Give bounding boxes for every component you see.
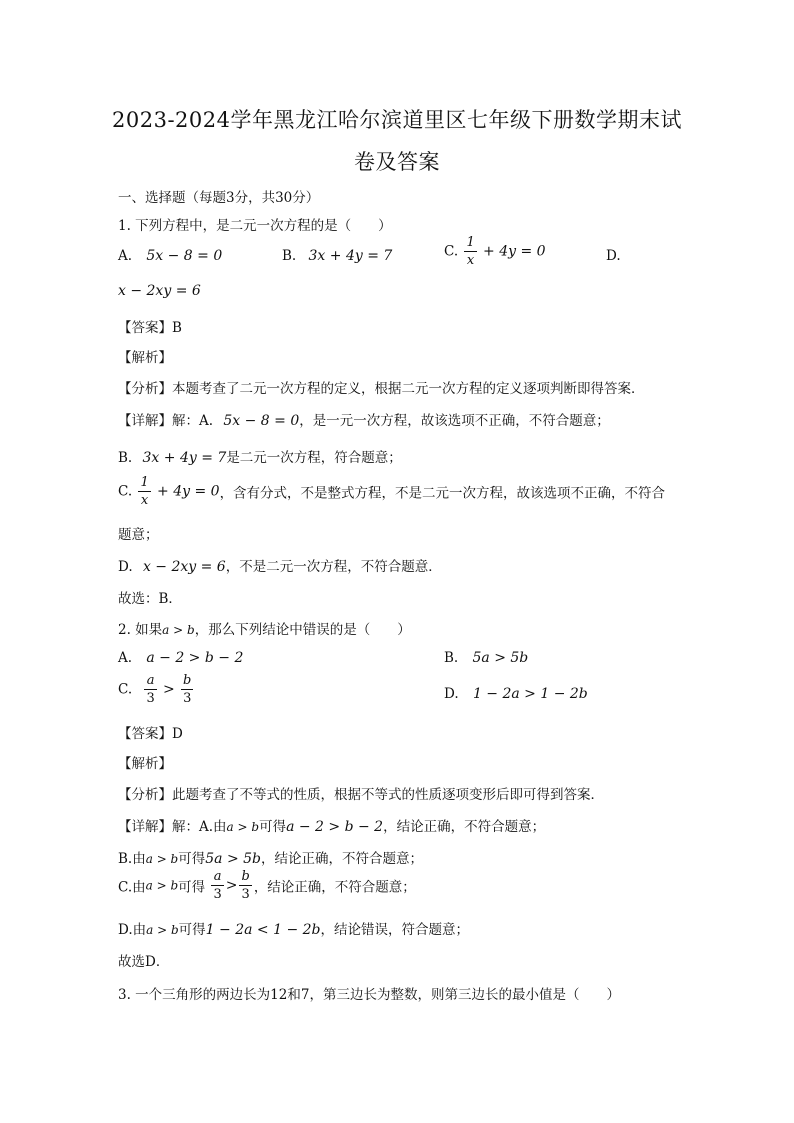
- q2-detail-a-cond: a > b: [226, 820, 260, 834]
- q2-option-c-denominator-b: 3: [183, 691, 192, 706]
- q2-stem-post: ，那么下列结论中错误的是（ ）: [194, 622, 411, 638]
- q1-detail-c-denominator: x: [140, 493, 149, 508]
- q2-detail-c-post: ，结论正确，不符合题意；: [253, 879, 416, 896]
- q1-option-d-label: D.: [606, 248, 621, 264]
- q2-detail-d-pre: D.由: [118, 922, 147, 938]
- q2-fenxi: 【分析】此题考查了不等式的性质，根据不等式的性质逐项变形后即可得到答案．: [118, 787, 604, 803]
- q1-option-c-rest: + 4y = 0: [483, 243, 546, 260]
- q2-option-c-numerator-b: b: [183, 673, 192, 688]
- q1-detail-d-pre: D.: [118, 559, 133, 575]
- q1-jiexi: 【解析】: [118, 350, 172, 366]
- q2-option-a-expr: a − 2 > b − 2: [146, 650, 244, 666]
- q1-fenxi: 【分析】本题考查了二元一次方程的定义，根据二元一次方程的定义逐项判断即得答案．: [118, 381, 645, 397]
- q2-detail-b-post: ，结论正确，不符合题意；: [261, 851, 424, 867]
- q2-option-c: [118, 674, 195, 705]
- q2-detail-b-cond: a > b: [145, 852, 179, 866]
- q2-detail-d: [118, 918, 469, 938]
- q1-option-a-label: A.: [118, 248, 133, 264]
- q2-option-c-fraction-b: [181, 674, 193, 705]
- q1-detail-c-wrap: 题意；: [118, 527, 159, 543]
- q2-detail-b: [118, 847, 423, 867]
- q2-detail-d-cond: a > b: [146, 923, 179, 937]
- q1-option-c-denominator: x: [466, 253, 475, 268]
- q2-option-c-numerator-a: a: [144, 674, 156, 690]
- q2-detail-c-numerator-b: b: [241, 869, 250, 884]
- q1-option-b-label: B.: [282, 248, 297, 264]
- q2-option-c-label: C.: [118, 681, 133, 698]
- q2-jiexi: 【解析】: [118, 756, 172, 772]
- q1-detail-a-pre: 【详解】解：A.: [118, 413, 214, 429]
- q2-detail-a-post: ，结论正确，不符合题意；: [383, 819, 546, 835]
- q2-detail-d-mid: 可得: [178, 922, 206, 938]
- q1-detail-c-rest: + 4y = 0: [157, 483, 220, 500]
- q2-detail-c-denominator-b: 3: [241, 887, 250, 902]
- q1-detail-a-post: ，是一元一次方程，故该选项不正确，不符合题意；: [299, 413, 610, 429]
- q2-detail-c-gt: >: [225, 877, 238, 894]
- q1-detail-b-expr: 3x + 4y = 7: [142, 450, 227, 466]
- q2-option-a-label: A.: [118, 650, 133, 666]
- q1-detail-c: [118, 476, 665, 507]
- q2-option-a: [118, 650, 243, 666]
- q1-answer: 【答案】B: [118, 320, 182, 336]
- q1-option-c-fraction: [464, 236, 476, 267]
- q1-detail-b-pre: B.: [118, 450, 133, 466]
- document-title-line1: 2023-2024学年黑龙江哈尔滨道里区七年级下册数学期末试: [112, 108, 682, 132]
- q2-detail-b-mid: 可得: [178, 851, 206, 867]
- q2-stem: [118, 618, 411, 638]
- q2-detail-c-fraction-a: [211, 870, 223, 901]
- q2-detail-c-pre: C.由: [118, 879, 146, 896]
- q2-detail-c-cond: a > b: [145, 878, 179, 893]
- section-heading: 一、选择题（每题3分，共30分）: [118, 190, 320, 206]
- q1-detail-c-fraction: [138, 476, 150, 507]
- q2-choose: 故选D．: [118, 954, 170, 970]
- q2-detail-b-pre: B.由: [118, 851, 146, 867]
- q1-stem: 1. 下列方程中，是二元一次方程的是（ ）: [118, 218, 392, 234]
- q2-detail-c: [118, 870, 416, 901]
- q1-detail-d: [118, 555, 442, 575]
- q2-option-d: [444, 686, 588, 702]
- q2-detail-d-expr: 1 − 2a < 1 − 2b: [205, 922, 321, 938]
- q1-detail-b-post: 是二元一次方程，符合题意；: [226, 450, 402, 466]
- q2-detail-a-expr: a − 2 > b − 2: [286, 819, 384, 835]
- q2-option-c-fraction-a: [144, 674, 156, 705]
- q2-detail-c-denominator-a: 3: [213, 887, 222, 902]
- q1-option-c-numerator: 1: [466, 235, 475, 250]
- q2-option-b-label: B.: [444, 650, 459, 666]
- q1-detail-c-post: ，含有分式，不是整式方程，不是二元一次方程，故该选项不正确，不符合: [219, 485, 666, 502]
- q1-option-d-expr: [118, 283, 201, 299]
- q2-stem-pre: 2. 如果: [118, 622, 163, 638]
- q2-detail-a: [118, 815, 545, 835]
- q1-option-a-expr: 5x − 8 = 0: [146, 248, 223, 264]
- q2-option-c-denominator-a: 3: [146, 691, 155, 706]
- q2-detail-a-mid: 可得: [259, 819, 287, 835]
- q1-choose: 故选：B．: [118, 591, 182, 607]
- q1-detail-a: [118, 409, 610, 429]
- q2-answer: 【答案】D: [118, 726, 183, 742]
- q2-option-b-expr: 5a > 5b: [472, 650, 529, 666]
- q2-stem-expr: a > b: [162, 623, 195, 637]
- q2-detail-c-numerator-a: a: [211, 870, 223, 886]
- q1-detail-a-expr: 5x − 8 = 0: [223, 413, 300, 429]
- q2-detail-c-mid: 可得: [178, 879, 206, 896]
- q2-detail-d-post: ，结论错误，符合题意；: [320, 922, 470, 938]
- q1-options-row: [118, 248, 222, 264]
- q2-option-d-label: D.: [444, 686, 459, 702]
- q2-detail-c-fraction-b: [239, 870, 251, 901]
- document-title-line2: 卷及答案: [354, 150, 440, 174]
- q1-option-c: [444, 236, 546, 267]
- q1-option-b-expr: 3x + 4y = 7: [308, 248, 393, 264]
- q2-detail-b-expr: 5a > 5b: [205, 851, 262, 867]
- q1-detail-b: [118, 446, 402, 466]
- q1-detail-d-post: ，不是二元一次方程，不符合题意．: [225, 559, 442, 575]
- q2-option-c-gt: >: [163, 681, 175, 698]
- q2-option-b: [444, 650, 528, 666]
- q1-option-c-label: C.: [444, 243, 459, 260]
- q1-option-b: [282, 248, 392, 264]
- q1-detail-c-pre: C.: [118, 483, 133, 500]
- q1-detail-d-expr: x − 2xy = 6: [142, 559, 226, 575]
- q3-stem: 3. 一个三角形的两边长为12和7，第三边长为整数，则第三边长的最小值是（ ）: [118, 987, 620, 1003]
- q1-detail-c-numerator: 1: [140, 475, 149, 490]
- q2-detail-a-pre: 【详解】解：A.由: [118, 819, 227, 835]
- q1-option-d-expr-text: x − 2xy = 6: [118, 283, 201, 299]
- q2-option-d-expr: 1 − 2a > 1 − 2b: [472, 686, 588, 702]
